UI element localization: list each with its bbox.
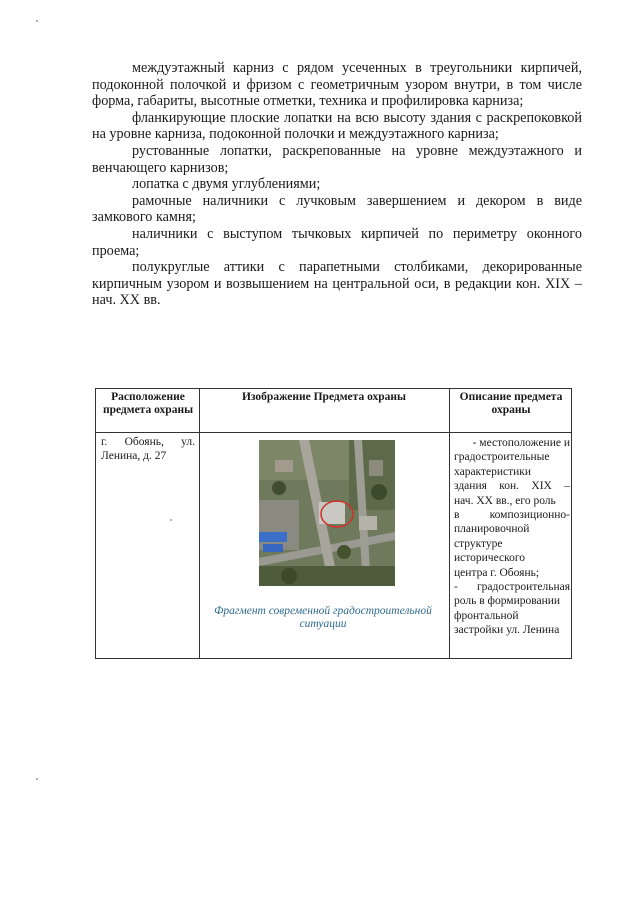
satellite-photo — [259, 440, 395, 586]
description-line: характеристики — [454, 465, 532, 478]
image-caption: Фрагмент современной градостроительной ситуации — [214, 605, 432, 630]
column-divider — [199, 389, 200, 658]
scan-speck — [36, 20, 38, 22]
protection-table — [95, 388, 572, 659]
description-line: - местоположение и — [472, 437, 570, 449]
description-line: роль в формировании — [454, 595, 561, 608]
header-description: Описание предмета охраны — [459, 391, 563, 416]
description-line: градостроительные — [454, 451, 550, 464]
description-line: застройки ул. Ленина — [454, 624, 560, 637]
description-line: - градостроительная — [454, 581, 570, 594]
description-line: структуре — [454, 537, 503, 550]
paragraph-brick-architraves: наличники с выступом тычковых кирпичей по периметру оконного проема; — [92, 225, 582, 259]
paragraph-frame-architraves: рамочные наличники с лучковым завершением и декором в виде замкового камня; — [92, 192, 582, 226]
header-divider — [96, 432, 571, 433]
scan-speck — [36, 778, 38, 780]
scan-speck — [170, 519, 172, 521]
body-text — [92, 60, 582, 309]
paragraph-rusticated-pilasters: рустованные лопатки, раскрепованные на уровне междуэтажного и венчающего карнизов; — [92, 142, 582, 176]
header-location: Расположение предмета охраны — [102, 391, 194, 416]
header-image: Изображение Предмета охраны — [241, 391, 407, 403]
paragraph-pilaster-recesses: лопатка с двумя углублениями; — [132, 176, 321, 193]
description-line: фронтальной — [454, 609, 519, 622]
cell-description — [454, 436, 570, 638]
description-line: планировочной — [454, 523, 530, 536]
aerial-map-image — [259, 440, 395, 586]
description-line: нач. XX вв., его роль — [454, 494, 556, 507]
paragraph-attics: полукруглые аттики с парапетными столбиками, декорированные кирпичным узором и возвышением на центральной оси, в редакции кон. XIX – нач. XX вв. — [92, 259, 582, 309]
paragraph-flanking-pilasters: фланкирующие плоские лопатки на всю высоту здания с раскрепоковкой на уровне карниза, подоконной полочки и междуэтажного карниза; — [92, 109, 582, 143]
column-divider — [449, 389, 450, 658]
description-line: исторического — [454, 552, 525, 565]
description-line: в композиционно- — [454, 509, 570, 522]
description-line: центра г. Обоянь; — [454, 566, 540, 579]
paragraph-cornice: междуэтажный карниз с рядом усеченных в треугольники кирпичей, подоконной полочкой и фризом с геометричным узором внутри, в том числе форма, габариты, высотные отметки, техника и профилировка карниза; — [92, 60, 582, 110]
cell-location: г. Обоянь, ул. Ленина, д. 27 — [101, 436, 195, 463]
description-line: здания кон. XIX – — [454, 480, 570, 493]
